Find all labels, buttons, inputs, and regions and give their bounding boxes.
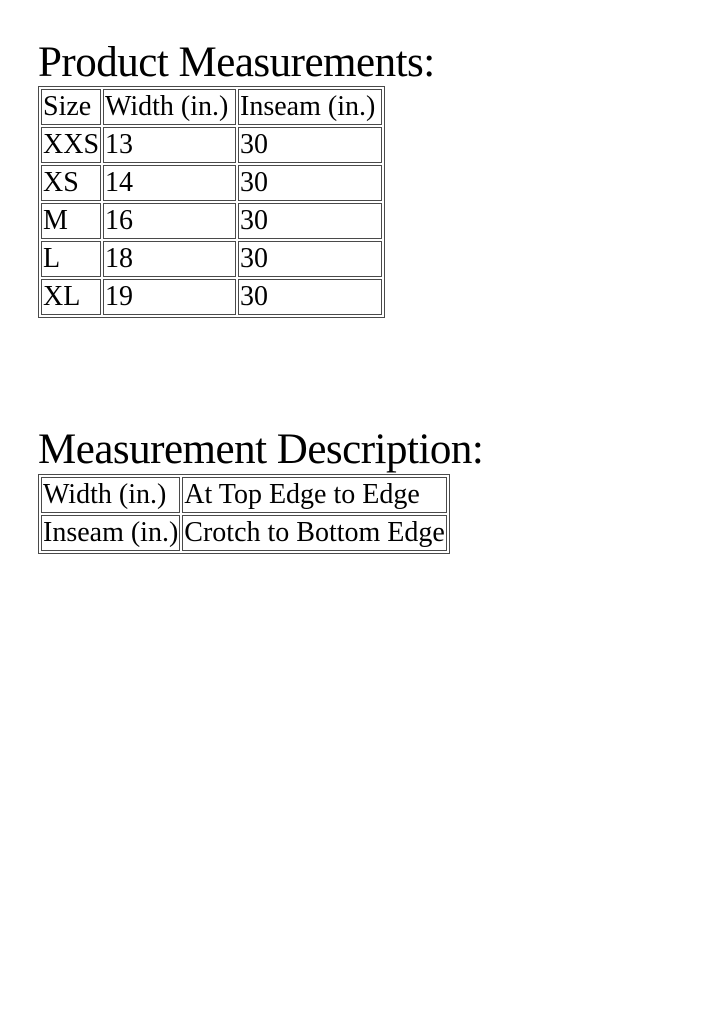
table-row: [41, 127, 382, 163]
table-row: [41, 279, 382, 315]
size-cell: L: [41, 241, 101, 277]
size-cell: M: [41, 203, 101, 239]
size-cell: XL: [41, 279, 101, 315]
measurement-name-cell: Width (in.): [41, 477, 180, 513]
measurement-description-cell: At Top Edge to Edge: [182, 477, 447, 513]
measurement-description-title: Measurement Description:: [38, 426, 484, 473]
table-row: [41, 165, 382, 201]
header-inseam: Inseam (in.): [238, 89, 382, 125]
header-width: Width (in.): [103, 89, 236, 125]
table-row: [41, 515, 447, 551]
product-measurements-title: Product Measurements:: [38, 39, 435, 86]
measurement-name-cell: Inseam (in.): [41, 515, 180, 551]
width-cell: 14: [103, 165, 236, 201]
size-cell: XS: [41, 165, 101, 201]
header-size: Size: [41, 89, 101, 125]
table-row: [41, 203, 382, 239]
width-cell: 16: [103, 203, 236, 239]
table-row: [41, 477, 447, 513]
product-measurements-table: [38, 86, 385, 318]
inseam-cell: 30: [238, 203, 382, 239]
width-cell: 19: [103, 279, 236, 315]
size-cell: XXS: [41, 127, 101, 163]
table-header-row: [41, 89, 382, 125]
table-row: [41, 241, 382, 277]
inseam-cell: 30: [238, 165, 382, 201]
width-cell: 13: [103, 127, 236, 163]
inseam-cell: 30: [238, 127, 382, 163]
width-cell: 18: [103, 241, 236, 277]
inseam-cell: 30: [238, 241, 382, 277]
measurement-description-table: [38, 474, 450, 554]
inseam-cell: 30: [238, 279, 382, 315]
measurement-description-cell: Crotch to Bottom Edge: [182, 515, 447, 551]
